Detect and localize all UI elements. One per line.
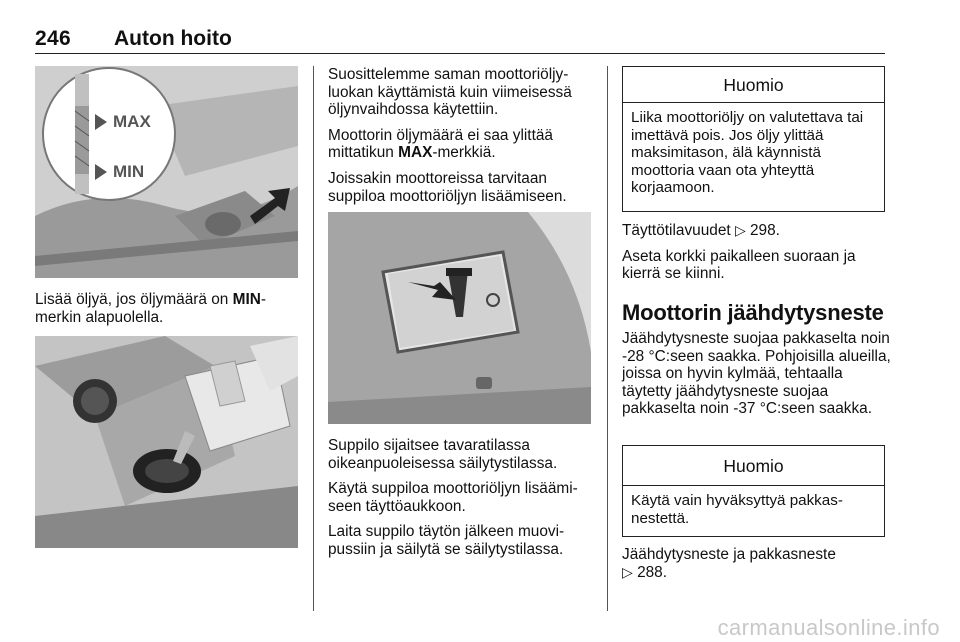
trunk-funnel-figure [328, 212, 591, 424]
column-divider-2 [607, 66, 608, 611]
col1-caption: Lisää öljyä, jos öljymäärä on MIN-merkin alapuolella. [35, 291, 266, 326]
paragraph: Aseta korkki paikalleen suoraan ja kierrä se kiinni. [622, 247, 856, 283]
notice-title: Huomio [623, 446, 884, 486]
page-reference-arrow-icon: ▷ [622, 563, 633, 580]
gauge-max-label: MAX [113, 112, 151, 131]
paragraph: Suppilo sijaitsee tavaratilassa oikeanpuoleisessa säilytystilassa. [328, 437, 558, 472]
paragraph: Laita suppilo täytön jälkeen muovi-pussiin ja säilytä se säilytystilassa. [328, 523, 565, 558]
notice-box-coolant [622, 445, 885, 537]
page-number: 246 [35, 27, 71, 50]
paragraph: Suosittelemme saman moottoriöljy-luokan käyttämistä kuin viimeisessä öljynvaihdossa käytettiin. [328, 66, 572, 119]
watermark: carmanualsonline.info [717, 615, 940, 640]
page-header [35, 27, 885, 54]
section-title: Moottorin jäähdytysneste [622, 300, 884, 325]
paragraph: Moottorin öljymäärä ei saa ylittää mittatikun MAX-merkkiä. [328, 126, 553, 162]
coolant-reference: Jäähdytysneste ja pakkasneste ▷ 288. [622, 546, 836, 581]
col3-text-mid [622, 222, 887, 291]
coolant-paragraph: Jäähdytysneste suojaa pakkaselta noin -28 °C:seen saakka. Pohjoisilla alueilla, joissa on hyvin kylmää, tehtaalla täytetty jäähdytysneste suojaa pakkaselta noin -37 °C:seen saakka. [622, 330, 891, 418]
running-title: Auton hoito [114, 27, 232, 50]
gauge-min-label: MIN [113, 162, 145, 181]
notice-text: Liika moottoriöljy on valutettava tai imettävä pois. Jos öljy ylittää maksimitason, älä käynnistä moottoria vaan ota yhteyttä korjaamoon. [631, 109, 864, 197]
notice-box-oil [622, 66, 885, 212]
page-reference-arrow-icon: ▷ [734, 222, 746, 238]
notice-title: Huomio [623, 67, 884, 103]
oil-pouring-figure [35, 336, 298, 548]
col2-text-top [328, 66, 598, 213]
col2-text-bottom [328, 437, 598, 567]
paragraph: Käytä suppiloa moottoriöljyn lisäämi-seen täyttöaukkoon. [328, 480, 578, 515]
paragraph: Joissakin moottoreissa tarvitaan suppiloa moottoriöljyn lisäämiseen. [328, 169, 567, 205]
column-divider-1 [313, 66, 314, 611]
dipstick-figure [35, 66, 298, 278]
notice-text: Käytä vain hyväksyttyä pakkas-nestettä. [631, 492, 843, 527]
capacity-reference: Täyttötilavuudet ▷ 298. [622, 222, 780, 239]
